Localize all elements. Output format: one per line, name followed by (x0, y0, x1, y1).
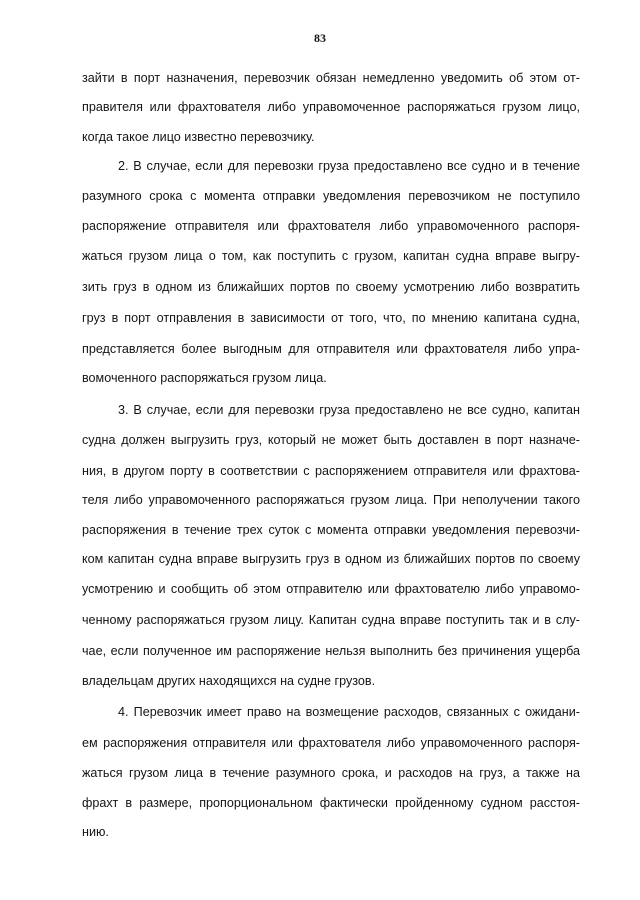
text-line: усмотрению и сообщить об этом отправителю или фрахтователю либо управомо- (82, 582, 580, 596)
text-line: вомоченного распоряжаться грузом лица. (82, 371, 327, 385)
text-line: распоряжение отправителя или фрахтователя либо управомоченного распоря- (82, 219, 580, 233)
text-line: фрахт в размере, пропорциональном фактически пройденному судном расстоя- (82, 796, 580, 810)
text-line: нию. (82, 825, 109, 839)
text-line: представляется более выгодным для отправителя или фрахтователя либо упра- (82, 342, 580, 356)
text-line: ком капитан судна вправе выгрузить груз в одном из ближайших портов по своему (82, 552, 580, 566)
text-line: 3. В случае, если для перевозки груза предоставлено не все судно, капитан (118, 403, 580, 417)
text-line: ем распоряжения отправителя или фрахтователя либо управомоченного распоря- (82, 736, 580, 750)
text-line: владельцам других находящихся на судне грузов. (82, 674, 376, 688)
text-line: судна должен выгрузить груз, который не может быть доставлен в порт назначе- (82, 433, 580, 447)
text-line: жаться грузом лица о том, как поступить с грузом, капитан судна вправе выгру- (82, 249, 580, 263)
text-line: ченному распоряжаться грузом лицу. Капитан судна вправе поступить так и в слу- (82, 613, 580, 627)
text-line: чае, если полученное им распоряжение нельзя выполнить без причинения ущерба (82, 644, 580, 658)
text-line: разумного срока с момента отправки уведомления перевозчиком не поступило (82, 189, 580, 203)
text-line: груз в порт отправления в зависимости от того, что, по мнению капитана судна, (82, 311, 580, 325)
text-line: ния, в другом порту в соответствии с распоряжением отправителя или фрахтова- (82, 464, 580, 478)
text-line: 2. В случае, если для перевозки груза предоставлено все судно и в течение (118, 159, 580, 173)
text-line: когда такое лицо известно перевозчику. (82, 130, 315, 144)
page-number: 83 (314, 31, 326, 45)
text-line: зить груз в одном из ближайших портов по своему усмотрению либо возвратить (82, 280, 580, 294)
text-line: правителя или фрахтователя либо управомоченное распоряжаться грузом лицо, (82, 100, 580, 114)
text-line: зайти в порт назначения, перевозчик обязан немедленно уведомить об этом от- (82, 71, 580, 85)
text-line: распоряжения в течение трех суток с момента отправки уведомления перевозчи- (82, 523, 580, 537)
text-line: 4. Перевозчик имеет право на возмещение расходов, связанных с ожидани- (118, 705, 580, 719)
text-line: жаться грузом лица в течение разумного срока, и расходов на груз, а также на (82, 766, 580, 780)
text-line: теля либо управомоченного распоряжаться грузом лица. При неполучении такого (82, 493, 580, 507)
